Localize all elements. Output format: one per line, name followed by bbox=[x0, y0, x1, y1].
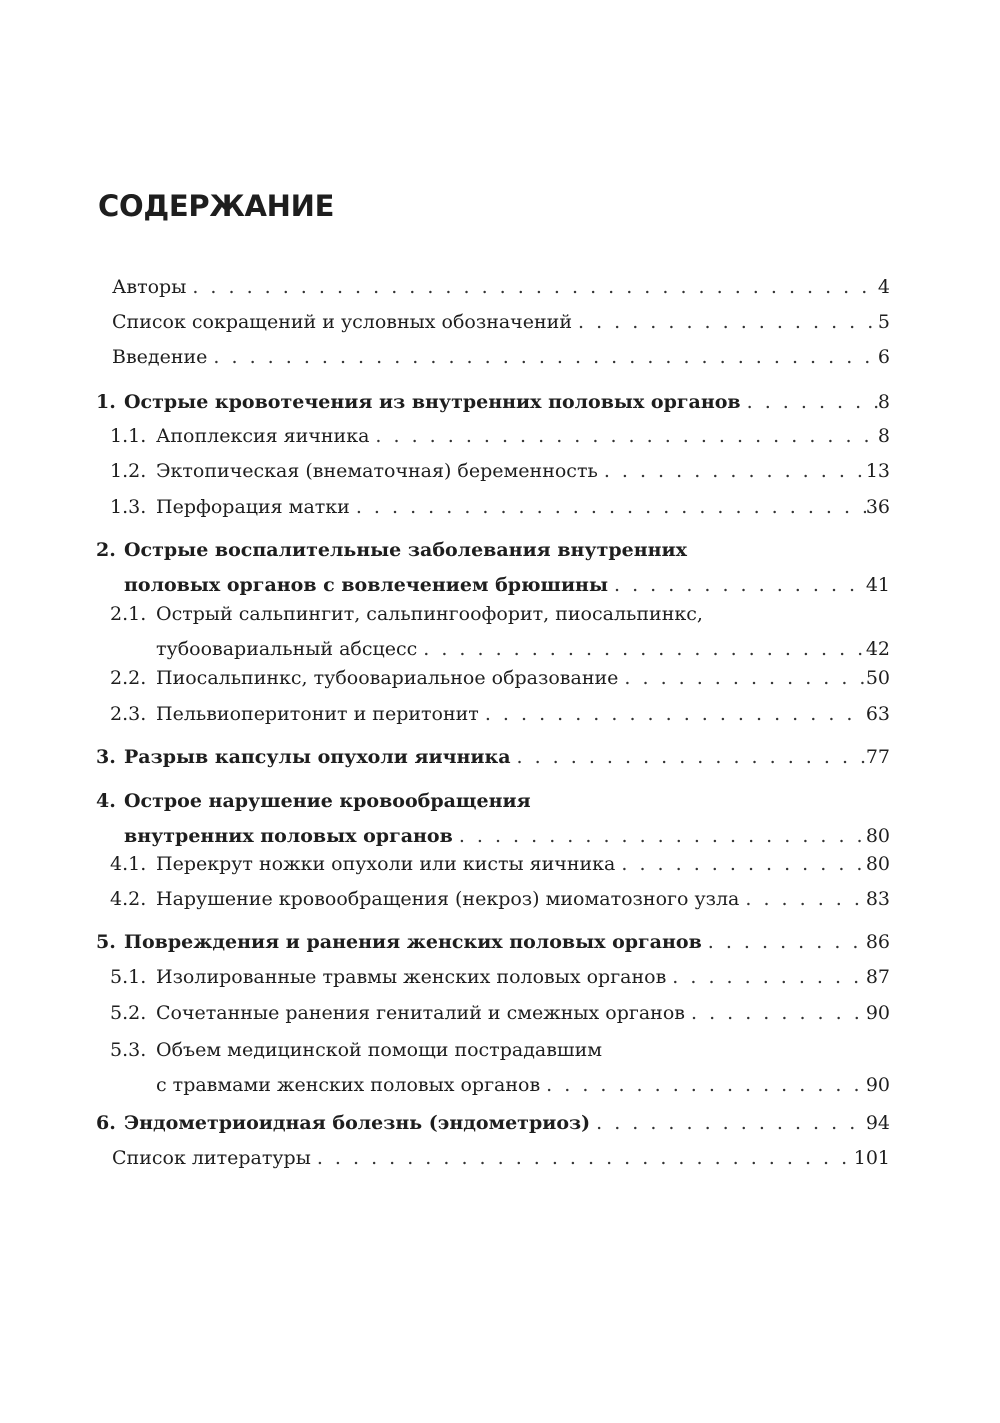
toc-entry-text: Разрыв капсулы опухоли яичника bbox=[124, 746, 511, 768]
toc-section-number: 5.3. bbox=[110, 1039, 147, 1061]
toc-section-1-1[interactable] bbox=[110, 419, 890, 454]
toc-entry-authors[interactable] bbox=[112, 270, 890, 305]
toc-page-number: 4 bbox=[877, 276, 890, 298]
toc-section-number: 2.1. bbox=[110, 603, 147, 625]
toc-page-number: 94 bbox=[865, 1112, 890, 1134]
toc-chapter-number: 6. bbox=[96, 1112, 116, 1134]
toc-page-number: 63 bbox=[865, 703, 890, 725]
toc-entry-text: Острые кровотечения из внутренних половых органов bbox=[124, 391, 741, 413]
toc-entry-references[interactable] bbox=[112, 1141, 890, 1176]
toc-entry-text-continued: тубоовариальный абсцесс bbox=[156, 638, 418, 660]
toc-entry-text: Объем медицинской помощи пострадавшим bbox=[156, 1039, 603, 1061]
toc-page-number: 86 bbox=[865, 931, 890, 953]
toc-entry-text: Авторы bbox=[112, 276, 187, 298]
toc-page-number: 77 bbox=[865, 746, 890, 768]
toc-page-number: 50 bbox=[865, 667, 890, 689]
toc-section-2-2[interactable] bbox=[110, 661, 890, 696]
toc-entry-text: Апоплексия яичника bbox=[156, 425, 370, 447]
dot-leader bbox=[741, 385, 878, 420]
toc-entry-text: Пельвиоперитонит и перитонит bbox=[156, 703, 479, 725]
toc-page-number: 8 bbox=[877, 425, 890, 447]
toc-entry-text-continued: половых органов с вовлечением брюшины bbox=[124, 574, 608, 596]
toc-section-number: 5.2. bbox=[110, 1002, 147, 1024]
toc-section-number: 1.2. bbox=[110, 460, 147, 482]
toc-section-number: 5.1. bbox=[110, 966, 147, 988]
toc-page-number: 5 bbox=[877, 311, 890, 333]
toc-section-number: 2.2. bbox=[110, 667, 147, 689]
toc-section-number: 2.3. bbox=[110, 703, 147, 725]
toc-section-number: 1.3. bbox=[110, 496, 147, 518]
toc-entry-abbreviations[interactable] bbox=[112, 305, 890, 340]
dot-leader bbox=[598, 454, 866, 489]
dot-leader bbox=[739, 882, 865, 917]
toc-section-1-2[interactable] bbox=[110, 454, 890, 489]
dot-leader bbox=[479, 697, 866, 732]
toc-section-number: 1.1. bbox=[110, 425, 147, 447]
dot-leader bbox=[540, 1068, 866, 1103]
dot-leader bbox=[702, 925, 866, 960]
toc-section-4-1[interactable] bbox=[110, 847, 890, 882]
toc-chapter-6[interactable] bbox=[96, 1106, 890, 1141]
toc-section-1-3[interactable] bbox=[110, 490, 890, 525]
toc-entry-text: Нарушение кровообращения (некроз) миоматозного узла bbox=[156, 888, 740, 910]
toc-entry-text: Острое нарушение кровообращения bbox=[124, 790, 531, 812]
toc-chapter-number: 3. bbox=[96, 746, 116, 768]
dot-leader bbox=[618, 661, 865, 696]
dot-leader bbox=[572, 305, 878, 340]
toc-entry-introduction[interactable] bbox=[112, 340, 890, 375]
toc-entry-text: Эндометриоидная болезнь (эндометриоз) bbox=[124, 1112, 591, 1134]
toc-page-number: 80 bbox=[865, 825, 890, 847]
dot-leader bbox=[511, 740, 866, 775]
toc-chapter-1[interactable] bbox=[96, 385, 890, 420]
dot-leader bbox=[350, 490, 866, 525]
toc-page-number: 13 bbox=[865, 460, 890, 482]
toc-page-number: 8 bbox=[877, 391, 890, 413]
toc-chapter-number: 2. bbox=[96, 539, 116, 561]
toc-section-2-1[interactable] bbox=[110, 597, 890, 667]
dot-leader bbox=[685, 996, 866, 1031]
toc-entry-text: Острый сальпингит, сальпингоофорит, пиосальпинкс, bbox=[156, 603, 703, 625]
toc-page-number: 90 bbox=[865, 1002, 890, 1024]
toc-chapter-5[interactable] bbox=[96, 925, 890, 960]
toc-entry-text: Введение bbox=[112, 346, 208, 368]
toc-section-5-2[interactable] bbox=[110, 996, 890, 1031]
toc-page-number: 36 bbox=[865, 496, 890, 518]
toc-entry-text: Изолированные травмы женских половых органов bbox=[156, 966, 667, 988]
toc-entry-text: Перфорация матки bbox=[156, 496, 350, 518]
toc-chapter-4[interactable] bbox=[96, 784, 890, 854]
toc-entry-text-continued: с травмами женских половых органов bbox=[156, 1074, 541, 1096]
toc-entry-text-continued: внутренних половых органов bbox=[124, 825, 453, 847]
toc-entry-text: Эктопическая (внематочная) беременность bbox=[156, 460, 598, 482]
dot-leader bbox=[590, 1106, 866, 1141]
toc-entry-text: Повреждения и ранения женских половых органов bbox=[124, 931, 702, 953]
toc-section-4-2[interactable] bbox=[110, 882, 890, 917]
toc-chapter-number: 1. bbox=[96, 391, 116, 413]
toc-page-number: 101 bbox=[853, 1147, 890, 1169]
dot-leader bbox=[186, 270, 878, 305]
toc-page-number: 41 bbox=[865, 574, 890, 596]
toc-section-5-1[interactable] bbox=[110, 960, 890, 995]
toc-section-2-3[interactable] bbox=[110, 697, 890, 732]
toc-chapter-3[interactable] bbox=[96, 740, 890, 775]
dot-leader bbox=[369, 419, 877, 454]
toc-page-number: 87 bbox=[865, 966, 890, 988]
toc-section-number: 4.1. bbox=[110, 853, 147, 875]
page-title: СОДЕРЖАНИЕ bbox=[98, 189, 335, 223]
toc-page-number: 6 bbox=[877, 346, 890, 368]
toc-entry-text: Перекрут ножки опухоли или кисты яичника bbox=[156, 853, 616, 875]
dot-leader bbox=[666, 960, 866, 995]
toc-page-number: 90 bbox=[865, 1074, 890, 1096]
toc-entry-text: Острые воспалительные заболевания внутренних bbox=[124, 539, 687, 561]
toc-page-number: 83 bbox=[865, 888, 890, 910]
toc-section-5-3[interactable] bbox=[110, 1033, 890, 1103]
toc-entry-text: Сочетанные ранения гениталий и смежных органов bbox=[156, 1002, 685, 1024]
toc-chapter-number: 5. bbox=[96, 931, 116, 953]
toc-chapter-number: 4. bbox=[96, 790, 116, 812]
toc-page-number: 42 bbox=[865, 638, 890, 660]
toc-entry-text: Список литературы bbox=[112, 1147, 311, 1169]
toc-entry-text: Пиосальпинкс, тубоовариальное образование bbox=[156, 667, 619, 689]
dot-leader bbox=[311, 1141, 854, 1176]
toc-page-number: 80 bbox=[865, 853, 890, 875]
toc-chapter-2[interactable] bbox=[96, 533, 890, 603]
dot-leader bbox=[615, 847, 865, 882]
toc-entry-text: Список сокращений и условных обозначений bbox=[112, 311, 572, 333]
toc-section-number: 4.2. bbox=[110, 888, 147, 910]
dot-leader bbox=[207, 340, 877, 375]
